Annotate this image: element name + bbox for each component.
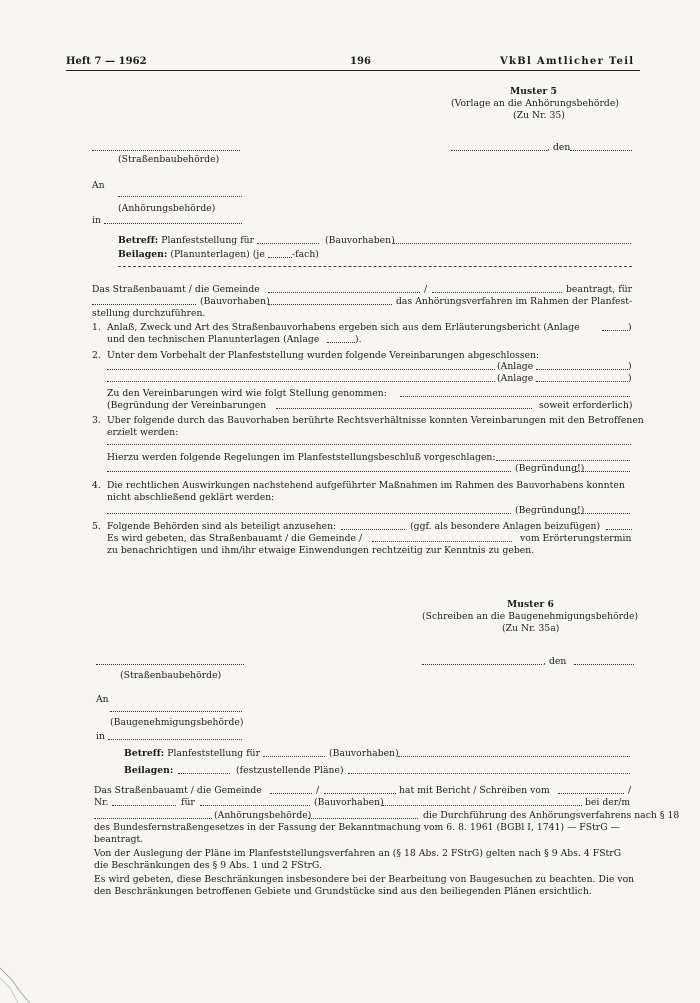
m5-item-1-b: ) <box>628 322 632 333</box>
m5-item-2-number: 2. <box>92 350 101 361</box>
m5-p1-f: stellung durchzuführen. <box>92 308 206 319</box>
m5-anhoerungsbehoerde: (Anhörungsbehörde) <box>118 203 216 214</box>
m5-item-5-line-3 <box>372 541 512 542</box>
m5-beilagen-line <box>268 257 292 258</box>
m6-subtitle: (Schreiben an die Baugenehmigungsbehörde) <box>422 611 639 622</box>
m5-an: An <box>92 180 105 191</box>
corner-artifact-icon <box>0 960 50 1003</box>
m6-p3-b: die Durchführung des Anhörungsverfahrens nach § 18 <box>423 810 680 821</box>
m5-item-5-d: vom Erörterungstermin <box>520 533 632 544</box>
m5-date-line <box>570 150 632 151</box>
m6-date-line <box>574 664 634 665</box>
m5-item-3-number: 3. <box>92 415 101 426</box>
m6-p1-b: / <box>316 785 320 796</box>
m6-beilagen-line <box>178 773 230 774</box>
m5-item-4-line-2 <box>576 513 630 514</box>
m6-strassenbaubehoerde: (Straßenbaubehörde) <box>120 670 222 681</box>
m6-p3-line-1 <box>94 818 212 819</box>
m6-den: , den <box>543 656 567 667</box>
m6-p1-d: / <box>628 785 632 796</box>
m5-item-3-line-3 <box>107 471 511 472</box>
m6-beilagen-line-2 <box>348 773 630 774</box>
m5-strassenbaubehoerde: (Straßenbaubehörde) <box>118 154 220 165</box>
m5-item-5-b: (ggf. als besondere Anlagen beizufügen) <box>410 521 601 532</box>
m6-p9: den Beschränkungen betroffenen Gebiete und Grundstücke sind aus den beiliegenden Plänen ersichtlich. <box>94 886 592 897</box>
m6-baugenehmigungsbehoerde: (Baugenehmigungsbehörde) <box>110 717 244 728</box>
header-page-number: 196 <box>350 56 372 67</box>
m5-item-2-line-5 <box>400 396 630 397</box>
header-publication: VkBl Amtlicher Teil <box>500 56 635 67</box>
m5-item-4-b: nicht abschließend geklärt werden: <box>107 492 275 503</box>
m6-in-line <box>108 739 242 740</box>
m6-p5: beantragt. <box>94 834 144 845</box>
m5-item-2-d: (Begründung der Vereinbarungen <box>107 400 267 411</box>
m5-bauvorhaben: (Bauvorhaben) <box>325 235 395 246</box>
m6-p1-c: hat mit Bericht / Schreiben vom <box>399 785 550 796</box>
m6-p2-line-3 <box>382 805 582 806</box>
m6-p1-line-1 <box>270 793 312 794</box>
m5-p1-line-2 <box>432 292 562 293</box>
m5-item-1-line-2 <box>327 342 355 343</box>
header-rule <box>66 70 640 71</box>
m6-p1-a: Das Straßenbauamt / die Gemeinde <box>94 785 262 796</box>
m5-item-5-line-1 <box>341 529 405 530</box>
m5-beilagen-rule <box>118 266 632 267</box>
m5-beilagen-fach: -fach) <box>292 249 319 260</box>
m6-title: Muster 6 <box>507 599 554 610</box>
m5-item-2-anlage-1: (Anlage <box>497 361 534 372</box>
m6-p1-line-3 <box>558 793 624 794</box>
m5-item-2-line-6 <box>276 408 532 409</box>
m5-betreff: Betreff: Planfeststellung für <box>118 235 255 246</box>
m5-p1-a: Das Straßenbauamt / die Gemeinde <box>92 284 260 295</box>
m5-item-2-e: soweit erforderlich) <box>539 400 633 411</box>
m6-p6: Von der Auslegung der Pläne im Planfeststellungsverfahren an (§ 18 Abs. 2 FStrG) gelten nach § 9 Abs. 4 FStrG <box>94 848 622 859</box>
m6-p2-d: bei der/m <box>585 797 631 808</box>
m5-item-4-begruendung: (Begründung!) <box>515 505 585 516</box>
m6-p7: die Beschränkungen des § 9 Abs. 1 und 2 FStrG. <box>94 860 322 871</box>
m5-item-5-c: Es wird gebeten, das Straßenbauamt / die Gemeinde / <box>107 533 363 544</box>
m5-item-3-c: Hierzu werden folgende Regelungen im Planfeststellungsbeschluß vorgeschlagen: <box>107 452 496 463</box>
m5-item-3-line-2 <box>496 460 630 461</box>
m5-ref: (Zu Nr. 35) <box>513 110 565 121</box>
m5-p1-line-1 <box>268 292 420 293</box>
m5-p1-e: das Anhörungsverfahren im Rahmen der Planfest- <box>396 296 633 307</box>
m5-item-4-number: 4. <box>92 480 101 491</box>
m5-item-4-line-1 <box>107 513 511 514</box>
m6-recipient-line <box>110 711 242 712</box>
m5-item-2-close-2: ) <box>628 373 632 384</box>
m6-p2-a: Nr. <box>94 797 109 808</box>
m5-in: in <box>92 215 101 226</box>
m5-item-3-line-1 <box>107 444 631 445</box>
m6-p4: des Bundesfernstraßengesetzes in der Fassung der Bekanntmachung vom 6. 8. 1961 (BGBl I, 1741) — FStrG — <box>94 822 620 833</box>
m5-in-line <box>104 223 242 224</box>
m6-betreff-line <box>263 756 325 757</box>
m5-item-1-number: 1. <box>92 322 101 333</box>
m5-authority-line <box>92 150 240 151</box>
m5-item-5-a: Folgende Behörden sind als beteiligt anzusehen: <box>107 521 337 532</box>
m5-p1-line-4 <box>268 304 392 305</box>
m5-item-3-b: erzielt werden: <box>107 427 179 438</box>
m6-p2-line-2 <box>200 805 310 806</box>
m5-item-2-line-4 <box>536 381 628 382</box>
m6-beilagen: Beilagen: <box>124 765 174 776</box>
m5-item-2-c: Zu den Vereinbarungen wird wie folgt Stellung genommen: <box>107 388 387 399</box>
m5-p1-b: / <box>424 284 428 295</box>
m6-beilagen-text: (festzustellende Pläne) <box>236 765 344 776</box>
m6-an: An <box>96 694 109 705</box>
m6-in: in <box>96 731 105 742</box>
m5-item-2-close-1: ) <box>628 361 632 372</box>
m6-p1-line-2 <box>324 793 396 794</box>
m5-p1-line-3 <box>92 304 196 305</box>
m6-p2-c: (Bauvorhaben) <box>314 797 384 808</box>
m5-item-1-d: ). <box>355 334 362 345</box>
m6-betreff-line-2 <box>398 756 630 757</box>
m5-item-1-a: Anlaß, Zweck und Art des Straßenbauvorhabens ergeben sich aus dem Erläuterungsbericht (Anlage <box>107 322 580 333</box>
m5-item-2-line-3 <box>107 381 495 382</box>
m6-p3-line-2 <box>308 818 418 819</box>
m6-p2-line-1 <box>112 805 176 806</box>
m6-p2-b: für <box>181 797 195 808</box>
m5-betreff-line-2 <box>393 243 631 244</box>
m5-item-5-line-2 <box>606 529 632 530</box>
m5-p1-c: beantragt, für <box>566 284 633 295</box>
m6-betreff: Betreff: Planfeststellung für <box>124 748 261 759</box>
m5-item-2-line-1 <box>107 369 495 370</box>
m5-item-3-begruendung: (Begründung!) <box>515 463 585 474</box>
m5-subtitle: (Vorlage an die Anhörungsbehörde) <box>451 98 619 109</box>
m6-place-line <box>422 664 542 665</box>
m5-item-3-line-4 <box>576 471 630 472</box>
m6-authority-line <box>96 664 244 665</box>
m5-item-5-number: 5. <box>92 521 101 532</box>
m5-item-2-anlage-2: (Anlage <box>497 373 534 384</box>
m5-item-1-c: und den technischen Planunterlagen (Anlage <box>107 334 320 345</box>
m6-bauvorhaben: (Bauvorhaben) <box>329 748 399 759</box>
m5-item-1-line-1 <box>602 330 628 331</box>
m6-p8: Es wird gebeten, diese Beschränkungen insbesondere bei der Bearbeitung von Baugesuchen zu beachten. Die von <box>94 874 635 885</box>
header-issue: Heft 7 — 1962 <box>66 56 147 67</box>
m6-ref: (Zu Nr. 35a) <box>502 623 560 634</box>
m5-item-2-a: Unter dem Vorbehalt der Planfeststellung wurden folgende Vereinbarungen abgeschlossen: <box>107 350 540 361</box>
m5-item-4-a: Die rechtlichen Auswirkungen nachstehend aufgeführter Maßnahmen im Rahmen des Bauvorhabens konnten <box>107 480 625 491</box>
m5-p1-d: (Bauvorhaben) <box>200 296 270 307</box>
m5-item-5-e: zu benachrichtigen und ihm/ihr etwaige Einwendungen rechtzeitig zur Kenntnis zu geben. <box>107 545 535 556</box>
m5-den: , den <box>547 142 571 153</box>
m5-recipient-line <box>118 196 242 197</box>
m6-p3-a: (Anhörungsbehörde) <box>214 810 312 821</box>
m5-place-line <box>451 150 547 151</box>
m5-item-3-a: Uber folgende durch das Bauvorhaben berührte Rechtsverhältnisse konnten Vereinbarungen mit den Betroffenen <box>107 415 644 426</box>
m5-item-2-line-2 <box>536 369 628 370</box>
m5-beilagen: Beilagen: (Planunterlagen) (je <box>118 249 265 260</box>
m5-betreff-line <box>257 243 319 244</box>
m5-title: Muster 5 <box>510 86 557 97</box>
